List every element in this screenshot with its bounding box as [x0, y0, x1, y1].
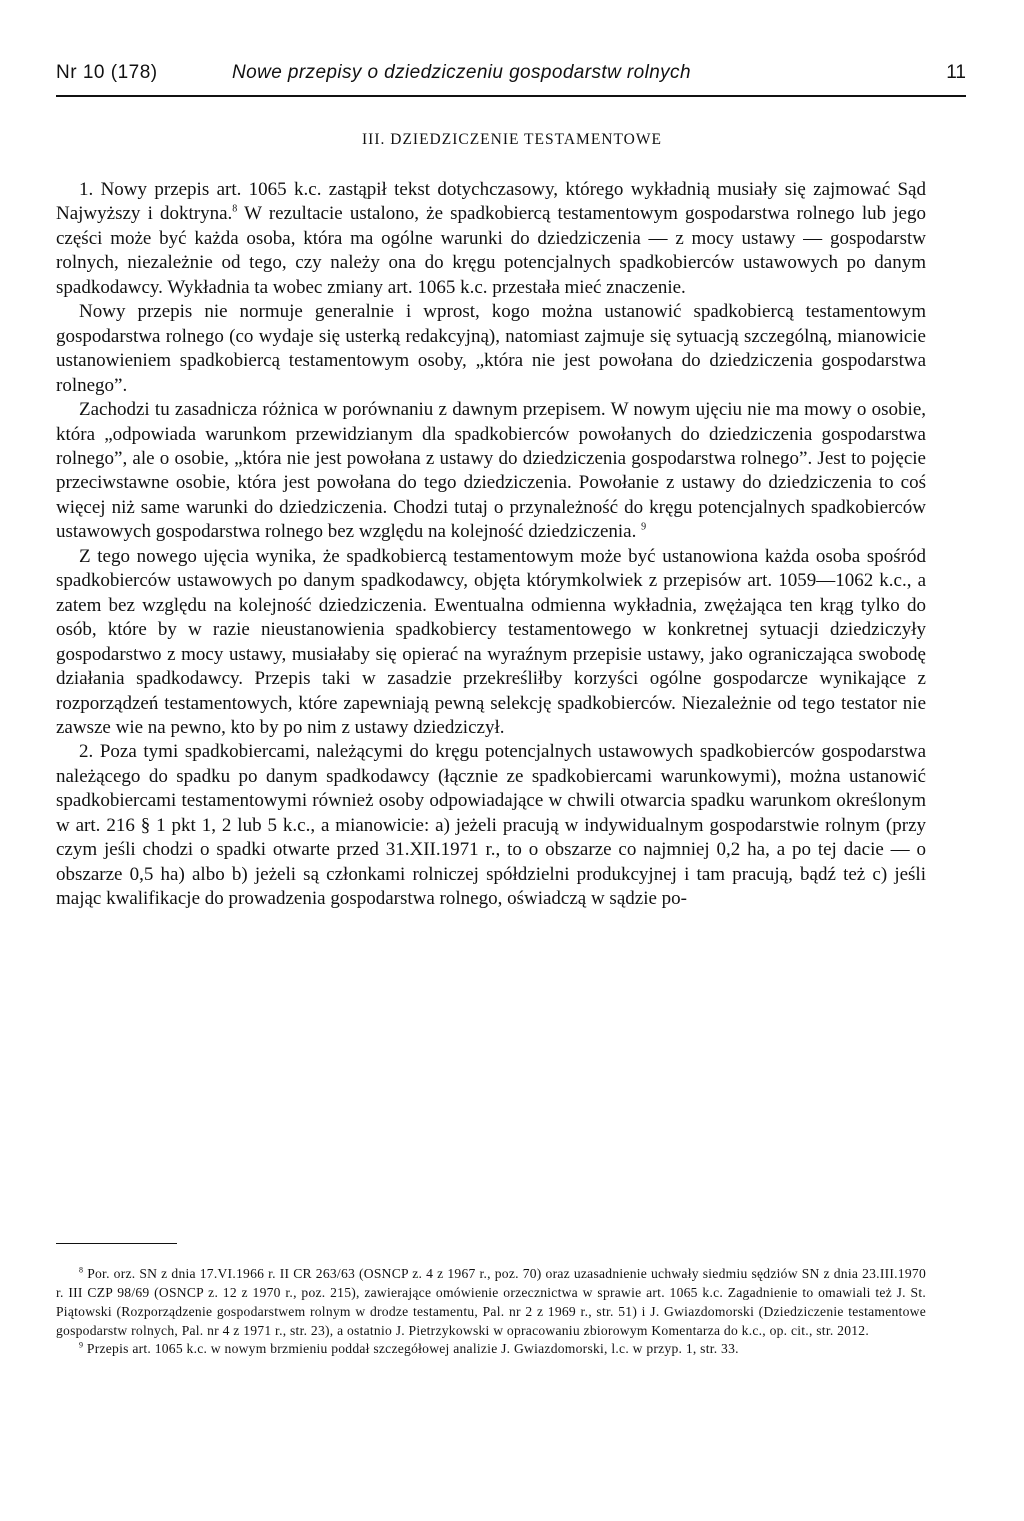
paragraph-text: 1. Nowy przepis art. 1065 k.c. zastąpił tekst dotychczasowy, którego wykładnią musiały się zajmować Sąd Najwyższy i doktryna. — [56, 179, 926, 225]
paragraph-3 — [56, 398, 926, 545]
paragraph-text: 2. Poza tymi spadkobiercami, należącymi do kręgu potencjalnych ustawowych spadkobierców gospodarstwa należącego do spadku po danym spadkodawcy (łącznie ze spadkobiercami warunkowymi), można ustanowić spadkobiercami testamentowymi również osoby odpowiadające w chwili otwarcia spadku warunkom określonym w art. 216 § 1 pkt 1, 2 lub 5 k.c., a mianowicie: a) jeżeli pracują w indywidualnym gospodarstwie rolnym (przy czym jeśli chodzi o spadki otwarte przed 31.XII.1971 r., to o obszarze co najmniej 0,2 ha, a po tej dacie — o obszarze 0,5 ha) albo b) jeżeli są członkami rolniczej spółdzielni produkcyjnej i tam pracują, bądź też c) jeśli mając kwalifikacje do prowadzenia gospodarstwa rolnego, oświadczą w sądzie po- — [56, 741, 926, 910]
section-title: III. DZIEDZICZENIE TESTAMENTOWE — [362, 131, 662, 148]
footnote-mark: 9 — [79, 1340, 84, 1350]
footnote-text: Por. orz. SN z dnia 17.VI.1966 r. II CR 263/63 (OSNCP z. 4 z 1967 r., poz. 70) oraz uzasadnienie uchwały siedmiu sędziów SN z dnia 23.III.1970 r. III CZP 98/69 (OSNCP z. 12 z 1970 r., poz. 215), zawierające omówienie orzecznictwa w sprawie art. 1065 k.c. Zagadnienie to omawiali też J. St. Piątowski (Rozporządzenie gospodarstwem rolnym w drodze testamentu, Pal. nr 2 z 1969 r., str. 51) i J. Gwiazdomorski (Dziedziczenie testamentowe gospodarstw rolnych, Pal. nr 4 z 1971 r., str. 23), a ostatnio J. Pietrzykowski w opracowaniu zbiorowym Komentarza do k.c., op. cit., str. 2012. — [56, 1266, 926, 1338]
paragraph-text: W rezultacie ustalono, że spadkobiercą testamentowym gospodarstwa rolnego lub jego części może być każda osoba, która ma ogólne warunki do dziedziczenia — z mocy ustawy — gospodarstw rolnych, niezależnie od tego, czy należy ona do kręgu potencjalnych spadkobierców ustawowych po danym spadkodawcy. Wykładnia ta wobec zmiany art. 1065 k.c. przestała mieć znaczenie. — [56, 203, 926, 298]
header-rule — [56, 95, 966, 97]
running-title: Nowe przepisy o dziedziczeniu gospodarstw rolnych — [232, 62, 691, 83]
footnotes — [56, 1265, 926, 1359]
issue-number: Nr 10 (178) — [56, 62, 158, 83]
paragraph-5 — [56, 740, 926, 911]
footnote-text: Przepis art. 1065 k.c. w nowym brzmieniu poddał szczegółowej analizie J. Gwiazdomorski, l.c. w przyp. 1, str. 33. — [83, 1341, 739, 1357]
paragraph-1 — [56, 178, 926, 300]
footnote-9 — [56, 1340, 926, 1359]
paragraph-2 — [56, 300, 926, 398]
paragraph-text: Nowy przepis nie normuje generalnie i wprost, kogo można ustanowić spadkobiercą testamentowym gospodarstwa rolnego (co wydaje się usterką redakcyjną), natomiast zajmuje się sytuacją szczególną, mianowicie ustanowieniem spadkobiercą testamentowym osoby, „która nie jest powołana do dziedziczenia gospodarstwa rolnego”. — [56, 301, 926, 396]
footnote-ref: 9 — [641, 522, 647, 534]
footnote-ref: 8 — [232, 204, 238, 216]
page-number: 11 — [946, 62, 966, 83]
running-header — [56, 62, 966, 90]
footnote-8 — [56, 1265, 926, 1340]
footnote-rule — [56, 1243, 177, 1244]
body-text — [56, 178, 926, 912]
paragraph-text: Z tego nowego ujęcia wynika, że spadkobiercą testamentowym może być ustanowiona każda osoba spośród spadkobierców ustawowych po danym spadkodawcy, objęta którymkolwiek z przepisów art. 1059—1062 k.c., a zatem bez względu na kolejność dziedziczenia. Ewentualna odmienna wykładnia, zwężająca ten krąg tylko do osób, które by w razie nieustanowienia spadkobiercy testamentowego w konkretnej sytuacji dziedziczyły gospodarstwo z mocy ustawy, musiałaby się opierać na wyraźnym przepisie ustawy, jako ograniczająca swobodę działania spadkodawcy. Przepis taki w zasadzie przekreśliłby korzyści ogólne gospodarcze wynikające z rozporządzeń testamentowych, które zapewniają pewną selekcję spadkobierców. Niezależnie od tego testator nie zawsze wie na pewno, kto by po nim z ustawy dziedziczył. — [56, 545, 926, 738]
footnote-mark: 8 — [79, 1265, 84, 1275]
paragraph-4 — [56, 545, 926, 741]
paragraph-text: Zachodzi tu zasadnicza różnica w porównaniu z dawnym przepisem. W nowym ujęciu nie ma mowy o osobie, która „odpowiada warunkom przewidzianym dla spadkobierców powołanych do dziedziczenia gospodarstwa rolnego”, ale o osobie, „która nie jest powołana z ustawy do dziedziczenia gospodarstwa rolnego”. Jest to pojęcie przeciwstawne osobie, która jest powołana do tego dziedziczenia. Powołanie z ustawy do dziedziczenia to coś więcej niż same warunki do dziedziczenia. Chodzi tutaj o przynależność do kręgu potencjalnych spadkobierców ustawowych gospodarstwa rolnego bez względu na kolejność dziedziczenia. — [56, 399, 926, 543]
